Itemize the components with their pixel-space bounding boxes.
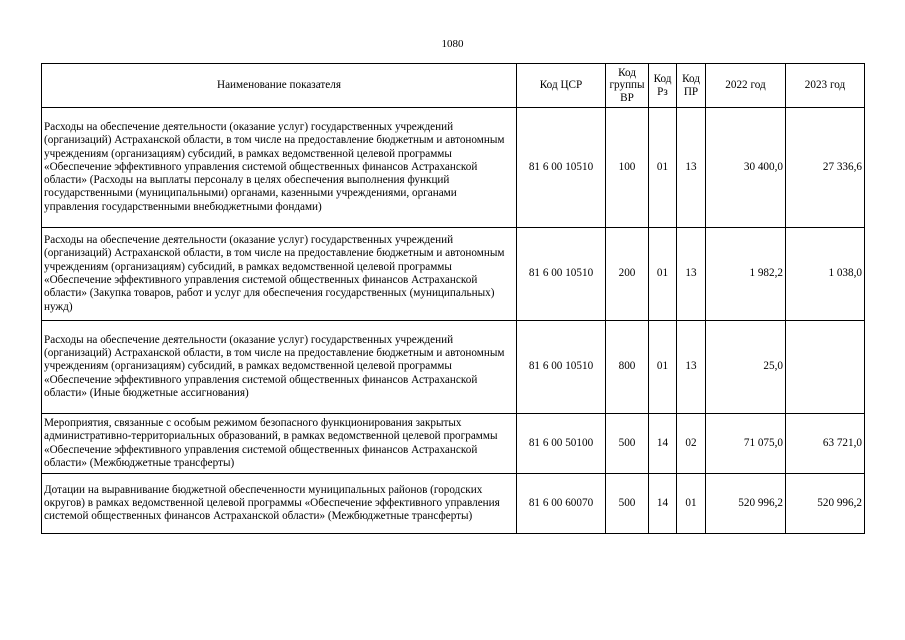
cell-2023: 520 996,2	[786, 474, 865, 534]
cell-vr: 500	[606, 414, 649, 474]
cell-name: Расходы на обеспечение деятельности (оказание услуг) государственных учреждений (организаций) Астраханской области, в том числе на предоставление бюджетным и автономным учреждениям (организациям) субсидий, в рамках ведомственной целевой программы «Обеспечение эффективного управления системой общественных финансов Астраханской области» (Расходы на выплаты персоналу в целях обеспечения выполнения функций государственными (муниципальными) органами, казенными учреждениями, органами управления государственными внебюджетными фондами)	[42, 108, 517, 228]
table-row	[42, 228, 865, 321]
cell-2023: 63 721,0	[786, 414, 865, 474]
cell-2022: 71 075,0	[706, 414, 786, 474]
cell-rz: 14	[649, 474, 677, 534]
cell-name: Расходы на обеспечение деятельности (оказание услуг) государственных учреждений (организаций) Астраханской области, в том числе на предоставление бюджетным и автономным учреждениям (организациям) субсидий, в рамках ведомственной целевой программы «Обеспечение эффективного управления системой общественных финансов Астраханской области» (Закупка товаров, работ и услуг для обеспечения государственных (муниципальных) нужд)	[42, 228, 517, 321]
cell-csr: 81 6 00 10510	[517, 108, 606, 228]
cell-csr: 81 6 00 60070	[517, 474, 606, 534]
header-pr: Код ПР	[677, 64, 706, 108]
table-row	[42, 474, 865, 534]
cell-vr: 100	[606, 108, 649, 228]
page-number: 1080	[441, 38, 464, 50]
cell-2023: 27 336,6	[786, 108, 865, 228]
cell-2022: 1 982,2	[706, 228, 786, 321]
table-row	[42, 414, 865, 474]
table-row	[42, 108, 865, 228]
cell-csr: 81 6 00 10510	[517, 228, 606, 321]
cell-pr: 13	[677, 321, 706, 414]
cell-rz: 01	[649, 108, 677, 228]
header-name: Наименование показателя	[42, 64, 517, 108]
cell-vr: 500	[606, 474, 649, 534]
header-vr: Код группы ВР	[606, 64, 649, 108]
header-csr: Код ЦСР	[517, 64, 606, 108]
cell-pr: 13	[677, 228, 706, 321]
table-row	[42, 321, 865, 414]
cell-vr: 800	[606, 321, 649, 414]
cell-name: Расходы на обеспечение деятельности (оказание услуг) государственных учреждений (организаций) Астраханской области, в том числе на предоставление бюджетным и автономным учреждениям (организациям) субсидий, в рамках ведомственной целевой программы «Обеспечение эффективного управления системой общественных финансов Астраханской области» (Иные бюджетные ассигнования)	[42, 321, 517, 414]
cell-name: Дотации на выравнивание бюджетной обеспеченности муниципальных районов (городских округов) в рамках ведомственной целевой программы «Обеспечение эффективного управления системой общественных финансов Астраханской области» (Межбюджетные трансферты)	[42, 474, 517, 534]
cell-2023	[786, 321, 865, 414]
cell-2022: 25,0	[706, 321, 786, 414]
cell-2022: 30 400,0	[706, 108, 786, 228]
header-2023: 2023 год	[786, 64, 865, 108]
cell-rz: 14	[649, 414, 677, 474]
cell-csr: 81 6 00 10510	[517, 321, 606, 414]
cell-csr: 81 6 00 50100	[517, 414, 606, 474]
cell-2023: 1 038,0	[786, 228, 865, 321]
budget-table	[41, 63, 865, 534]
cell-vr: 200	[606, 228, 649, 321]
header-2022: 2022 год	[706, 64, 786, 108]
cell-2022: 520 996,2	[706, 474, 786, 534]
header-rz: Код Рз	[649, 64, 677, 108]
cell-rz: 01	[649, 228, 677, 321]
cell-name: Мероприятия, связанные с особым режимом безопасного функционирования закрытых административно-территориальных образований, в рамках ведомственной целевой программы «Обеспечение эффективного управления системой общественных финансов Астраханской области» (Межбюджетные трансферты)	[42, 414, 517, 474]
cell-rz: 01	[649, 321, 677, 414]
cell-pr: 01	[677, 474, 706, 534]
table-header-row	[42, 64, 865, 108]
cell-pr: 02	[677, 414, 706, 474]
cell-pr: 13	[677, 108, 706, 228]
